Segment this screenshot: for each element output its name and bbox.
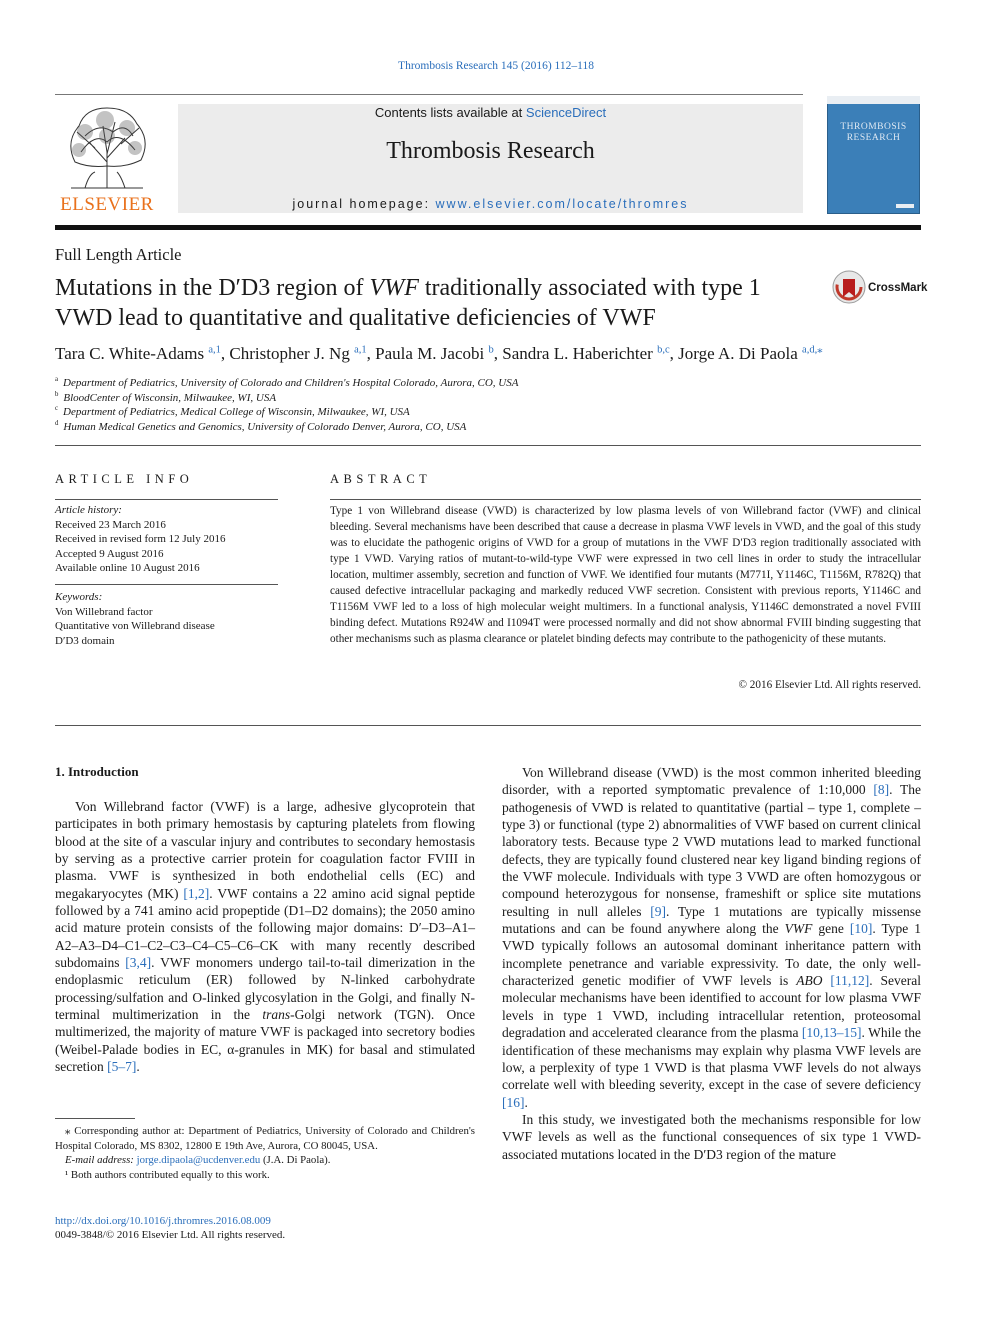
journal-citation[interactable]: Thrombosis Research 145 (2016) 112–118 [398,60,594,72]
author[interactable]: Tara C. White-Adams $^{a,1}$ [55,344,221,363]
abstract-copyright: © 2016 Elsevier Ltd. All rights reserved. [738,679,921,691]
sciencedirect-link[interactable]: ScienceDirect [525,105,607,120]
contents-prefix: Contents lists available at [374,105,526,120]
history-item: Received 23 March 2016 [55,518,166,531]
keywords [55,590,285,648]
citation-link[interactable]: [10] [849,921,873,937]
abstract-text: Type 1 von Willebrand disease (VWD) is characterized by low plasma levels of von Willebrand factor (VWF) and clinical bleeding. Several mechanisms have been described that cause a decrease in plasma VWF levels in VWD, and the goal of this study was to elucidate the pathogenic origins of VWD for a group of mutations in the VWF D′D3 region traditionally associated with type 1 VWD. Varying ratios of mutant-to-wild-type VWF were expressed in two cell lines in order to study the intracellular location, multimer assembly, secretion and function of VWF. We identified four mutants (M771I, Y1146C, T1156M, R782Q) that caused defective intracellular packaging and markedly reduced VWF secretion. Consistent with previous reports, Y1146C and T1156M VWF led to a loss of high molecular weight multimers. In a functional analysis, Y1146C demonstrated a novel FVIII binding defect. Mutations R924W and I1094T were processed normally and did not show abnormal FVIII binding suggesting that other mechanisms such as plasma clearance or platelet binding defects may contribute to the pathogenicity of these mutants. [330,505,921,645]
author-list: Tara C. White-Adams $^{a,1}$, Christopher J. Ng $^{a,1}$, Paula M. Jacobi $^b$, Sandra L. Haberichter $^{b,c}$, Jorge A. Di Paola $^{a,d,⁎}$ [55,344,823,363]
keywords-label: Keywords: [55,591,103,603]
author[interactable]: Jorge A. Di Paola $^{a,d,⁎}$ [678,344,823,363]
email-link[interactable]: jorge.dipaola@ucdenver.edu [136,1154,261,1166]
article-info-rule [55,584,278,585]
affiliation: $^b$ BloodCenter of Wisconsin, Milwaukee, WI, USA [55,390,277,404]
citation-link[interactable]: [11,12] [830,973,870,989]
footnote-equal: ¹ Both authors contributed equally to this work. [65,1168,270,1181]
article-info-heading: ARTICLE INFO [55,472,194,486]
issn-line: 0049-3848/© 2016 Elsevier Ltd. All rights reserved. [55,1229,286,1241]
section-rule [55,445,921,446]
paragraph: Von Willebrand disease (VWD) is the most common inherited bleeding disorder, with a reported symptomatic prevalence of 1:10,000 [8]. The pathogenesis of VWD is related to quantitative (partial – type 1, complete – type 3) or functional (type 2) abnormalities of VWF based on current clinical laboratory tests. Because type 2 VWD mutations lead to marked functional defects, they are typically found clustered near key ligand binding regions of the VWF molecule. Individuals with type 3 VWD are often homozygous or compound heterozygous for nonsense, frameshift or splice site mutations resulting in null alleles [9]. Type 1 mutations are typically missense mutations and can be found anywhere along the VWF gene [10]. Type 1 VWD typically follows an autosomal dominant inheritance pattern with incomplete penetrance and variable expressivity. To date, the only well-characterized genetic modifier of VWF levels is ABO [11,12]. Several molecular mechanisms have been identified to account for low plasma VWF levels in type 1 VWD, including intracellular retention, proteosomal degradation and accelerated clearance from the plasma [10,13–15]. While the identification of these mechanisms may explain why plasma VWF levels are low, a perplexity of type 1 VWD is that plasma VWF levels do not always correlate well with bleeding severity, except in the case of severe deficiency [16]. [502,765,922,1110]
keyword: D′D3 domain [55,634,115,647]
author[interactable]: Paula M. Jacobi $^b$ [375,344,494,363]
citation-link[interactable]: [9] [650,903,667,919]
citation-link[interactable]: [8] [873,782,890,798]
affiliation: $^c$ Department of Pediatrics, Medical College of Wisconsin, Milwaukee, WI, USA [55,405,410,418]
section-heading: 1. Introduction [55,764,139,779]
body-column-left [55,798,475,1076]
history-item: Accepted 9 August 2016 [55,547,164,560]
cover-strip [827,96,920,104]
citation-link[interactable]: [10,13–15] [801,1025,862,1041]
affiliation: $^a$ Department of Pediatrics, University of Colorado and Children's Hospital Colorado, Aurora, CO, USA [55,376,519,389]
journal-homepage [178,197,803,211]
journal-name: Thrombosis Research [386,138,595,164]
citation-link[interactable]: [3,4] [125,955,152,971]
footnotes [55,1124,475,1182]
paragraph: In this study, we investigated both the mechanisms responsible for low VWF levels as well as the functional consequences of six type 1 VWD-associated mutations located in the D′D3 region of the mature [502,1111,921,1162]
doi-link[interactable]: http://dx.doi.org/10.1016/j.thromres.2016.08.009 [55,1215,271,1227]
title-gene: VWF [369,275,419,301]
header-thick-rule [55,225,921,230]
article-title [55,274,815,333]
affiliations [55,376,935,434]
citation-link[interactable]: [16] [502,1094,525,1110]
author[interactable]: Sandra L. Haberichter $^{b,c}$ [502,344,670,363]
cover-title-line1: THROMBOSIS [840,122,907,132]
title-part2: traditionally associated with type 1 VWD lead to quantitative and qualitative deficiencies of VWF [55,275,761,331]
keyword: Quantitative von Willebrand disease [55,620,215,632]
footnote-email: E-mail address: jorge.dipaola@ucdenver.edu (J.A. Di Paola). [65,1154,331,1166]
history-label: Article history: [55,504,122,516]
journal-cover[interactable] [827,96,920,214]
history-item: Received in revised form 12 July 2016 [55,533,226,545]
contents-line [178,104,803,121]
citation-link[interactable]: [1,2] [183,885,210,901]
homepage-link[interactable]: www.elsevier.com/locate/thromres [435,197,689,211]
cover-title [827,122,920,144]
author[interactable]: Christopher J. Ng $^{a,1}$ [229,344,367,363]
keyword: Von Willebrand factor [55,605,153,618]
paragraph: Von Willebrand factor (VWF) is a large, adhesive glycoprotein that participates in both primary hemostasis by capturing platelets from flowing blood at the site of a vascular injury and contributes to secondary hemostasis by serving as a protective carrier protein for coagulation factor FVIII in plasma. VWF is synthesized in both endothelial cells (EC) and megakaryocytes (MK) [1,2]. VWF contains a 22 amino acid signal peptide followed by a 741 amino acid propeptide (D1–D2 domains); the 2050 amino acid mature protein consists of the following major domains: D′–D3–A1–A2–A3–D4–C1–C2–C3–C4–C5–C6–CK with many recently described subdomains [3,4]. VWF monomers undergo tail-to-tail dimerization in the endoplasmic reticulum (ER) followed by N-linked carbohydrate processing/sulfation and O-linked glycosylation in the Golgi, and finally N-terminal multimerization in the trans-Golgi network (TGN). Once multimerized, the majority of mature VWF is packaged into secretory bodies (Weibel-Palade bodies in EC, α-granules in MK) for basal and stimulated secretion [5–7]. [55,799,476,1075]
affiliation: $^d$ Human Medical Genetics and Genomics, University of Colorado Denver, Aurora, CO, USA [55,419,467,433]
footnote-corresponding: ⁎ Corresponding author at: Department of Pediatrics, University of Colorado and Children's Hospital Colorado, MS 8302, 12800 E 19th Ave, Aurora, CO 80045, USA. [55,1125,475,1152]
elsevier-wordmark: ELSEVIER [60,194,154,215]
crossmark-label[interactable]: CrossMark [868,282,928,294]
homepage-prefix: journal homepage: [292,197,436,211]
abstract-rule [330,499,921,500]
cover-title-line2: RESEARCH [846,133,901,143]
cover-publisher-mark [896,204,914,208]
article-info-rule [55,499,278,500]
title-part1: Mutations in the D′D3 region of [55,275,370,301]
crossmark-icon[interactable] [832,270,866,309]
section-rule [55,725,921,726]
article-history [55,503,285,576]
header-rule [55,94,803,95]
article-type: Full Length Article [55,245,182,264]
elsevier-logo [55,102,159,214]
history-item: Available online 10 August 2016 [55,562,200,574]
body-column-right [502,764,921,1163]
abstract-heading: ABSTRACT [330,472,432,486]
citation-link[interactable]: [5–7] [107,1059,137,1075]
footnote-rule [55,1118,135,1119]
